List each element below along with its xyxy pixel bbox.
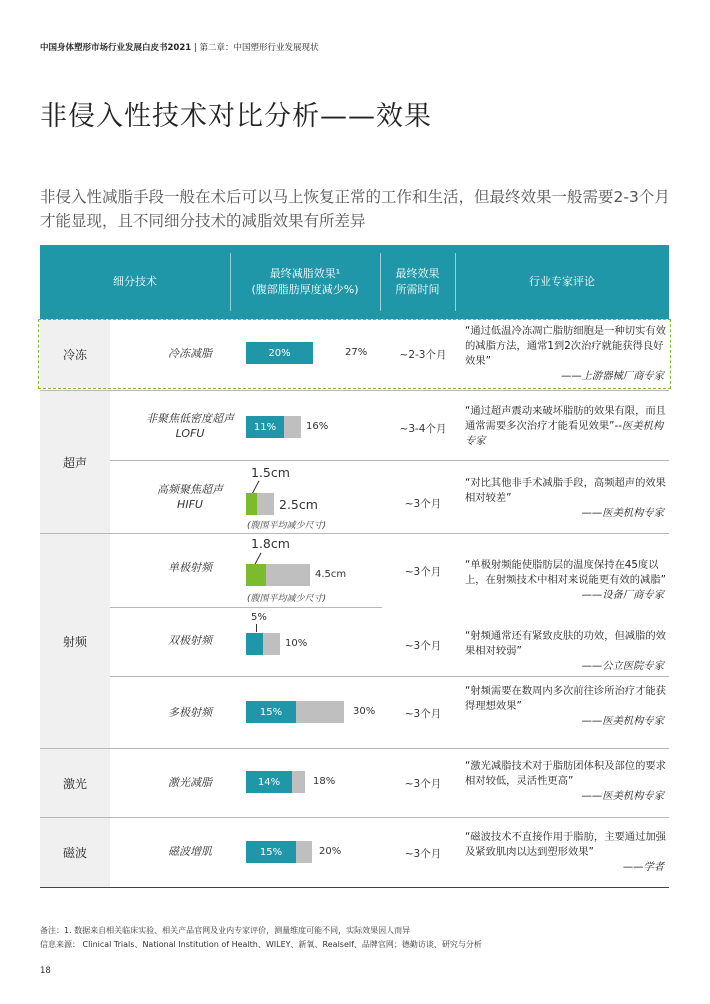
comment-text-cryo: “通过低温冷冻凋亡脂肪细胞是一种切实有效的减脂方法，通常1到2次治疗就能获得良好效果” xyxy=(465,325,666,367)
tech-hifu xyxy=(120,482,260,512)
bar-note-mono: (腹围平均减少尺寸) xyxy=(247,594,327,604)
bar-label-high-hifu: 2.5cm xyxy=(279,497,318,512)
comment-text-hifu: “对比其他非手术减脂手段，高频超声的效果相对较差” xyxy=(465,477,666,504)
category-magnetic: 磁波 xyxy=(40,818,110,887)
tech-multi: 多极射频 xyxy=(168,706,212,719)
tech-cryo: 冷冻减脂 xyxy=(168,347,212,360)
bar-low-mono xyxy=(246,564,266,586)
category-rf: 射频 xyxy=(40,534,110,748)
header-tech: 细分技术 xyxy=(113,275,157,288)
group-cryo xyxy=(40,320,669,388)
bar-label-low-multi: 15% xyxy=(259,706,283,718)
header-time-line2: 所需时间 xyxy=(395,283,440,296)
time-mono: ~3个月 xyxy=(404,566,442,578)
bar-low-cryo xyxy=(246,342,313,364)
time-cryo: ~2-3个月 xyxy=(399,349,447,361)
group-magnetic xyxy=(40,818,669,887)
header-separator: | xyxy=(191,43,200,53)
time-hifu: ~3个月 xyxy=(404,498,442,510)
category-cryo: 冷冻 xyxy=(40,320,110,388)
table-header xyxy=(40,245,669,319)
time-multi: ~3个月 xyxy=(404,708,442,720)
bar-label-high-bi: 10% xyxy=(285,638,308,649)
bar-low-magnetic xyxy=(246,841,296,863)
report-header xyxy=(40,41,318,53)
bar-low-hifu xyxy=(246,493,257,515)
footnote-note: 备注：1. 数据来自相关临床实验、相关产品官网及业内专家评价，测量维度可能不同，实际效果因人而异 xyxy=(40,926,411,935)
page-number: 18 xyxy=(40,966,51,976)
time-lofu: ~3-4个月 xyxy=(399,423,447,435)
bar-low-multi xyxy=(246,701,296,723)
bar-low-bi xyxy=(246,633,263,655)
tech-magnetic: 磁波增肌 xyxy=(168,845,212,858)
bar-label-low-magnetic: 15% xyxy=(259,846,283,858)
tech-lofu-name: 非聚焦低密度超声 xyxy=(146,412,234,425)
bar-low-laser xyxy=(246,771,292,793)
bar-note-hifu: (腹围平均减少尺寸) xyxy=(247,521,327,531)
page-subtitle: 非侵入性减脂手段一般在术后可以马上恢复正常的工作和生活，但最终效果一般需要2-3个月才能显现，且不同细分技术的减脂效果有所差异 xyxy=(40,188,670,230)
comment-laser xyxy=(465,759,670,804)
bar-label-high-multi: 30% xyxy=(353,706,376,717)
comment-source-laser: ——医美机构专家 xyxy=(581,790,664,802)
footnotes xyxy=(40,924,482,952)
comment-lofu xyxy=(465,404,670,449)
bar-label-low-laser: 14% xyxy=(257,776,281,788)
tech-mono: 单极射频 xyxy=(168,561,212,574)
comment-text-magnetic: “磁波技术不直接作用于脂肪，主要通过加强及紧致肌肉以达到塑形效果” xyxy=(465,831,666,858)
comment-source-bi: ——公立医院专家 xyxy=(581,660,664,672)
header-time-line1: 最终效果 xyxy=(395,267,440,280)
time-magnetic: ~3个月 xyxy=(404,848,442,860)
header-comment: 行业专家评论 xyxy=(529,275,595,288)
bar-label-low-hifu: 1.5cm xyxy=(251,465,290,480)
group-laser xyxy=(40,749,669,817)
header-effect xyxy=(230,245,380,319)
category-ultrasound: 超声 xyxy=(40,391,110,533)
tech-hifu-name: 高频聚焦超声 xyxy=(157,483,223,496)
comment-source-lofu: --医美机构专家 xyxy=(465,420,664,447)
header-effect-line2: (腹部脂肪厚度减少%) xyxy=(251,283,359,296)
group-ultrasound xyxy=(40,391,669,533)
footnote-sources: 信息来源： Clinical Trials、National Institution of Health、WILEY、新氧、Realself、品牌官网；德勤访谈、研究与分析 xyxy=(40,940,482,949)
bar-label-low-cryo: 20% xyxy=(268,347,291,359)
bar-label-low-mono: 1.8cm xyxy=(251,536,290,551)
comment-source-hifu: ——医美机构专家 xyxy=(581,507,664,519)
comment-mono xyxy=(465,558,670,603)
comment-source-magnetic: ——学者 xyxy=(622,861,664,873)
bar-label-high-cryo: 27% xyxy=(345,347,368,358)
header-effect-line1: 最终减脂效果¹ xyxy=(269,267,341,280)
comment-hifu xyxy=(465,476,670,521)
group-rf xyxy=(40,534,669,748)
report-title: 中国身体塑形市场行业发展白皮书2021 xyxy=(40,43,192,53)
comment-bi xyxy=(465,629,670,674)
bar-label-low-lofu: 11% xyxy=(253,421,277,433)
chapter-title: 第二章：中国塑形行业发展现状 xyxy=(199,43,319,53)
bar-low-lofu xyxy=(246,416,284,438)
time-laser: ~3个月 xyxy=(404,778,442,790)
bar-label-high-mono: 4.5cm xyxy=(315,569,347,580)
comment-text-lofu: “通过超声震动来破坏脂肪的效果有限，而且通常需要多次治疗才能看见效果” xyxy=(465,405,666,432)
bar-label-high-laser: 18% xyxy=(313,776,336,787)
tech-lofu xyxy=(120,411,260,441)
comment-text-bi: “射频通常还有紧致皮肤的功效，但减脂的效果相对较弱” xyxy=(465,630,666,657)
comment-cryo xyxy=(465,324,670,384)
comment-text-mono: “单极射频能使脂肪层的温度保持在45度以上，在射频技术中相对来说能更有效的减脂” xyxy=(465,559,666,586)
comment-source-cryo: ——上游器械厂商专家 xyxy=(561,370,664,382)
page-title: 非侵入性技术对比分析——效果 xyxy=(40,101,432,132)
header-time xyxy=(380,245,455,319)
comparison-table xyxy=(40,245,669,888)
time-bi: ~3个月 xyxy=(404,640,442,652)
comment-source-multi: ——医美机构专家 xyxy=(581,715,664,727)
bar-label-high-magnetic: 20% xyxy=(319,846,342,857)
tech-laser: 激光减脂 xyxy=(168,776,212,789)
tech-lofu-abbr: LOFU xyxy=(175,427,205,440)
tech-bi: 双极射频 xyxy=(168,634,212,647)
comment-multi xyxy=(465,684,670,729)
bar-label-low-bi: 5% xyxy=(251,612,267,623)
tech-hifu-abbr: HIFU xyxy=(177,498,203,511)
category-laser: 激光 xyxy=(40,749,110,817)
bar-label-high-lofu: 16% xyxy=(306,421,329,432)
comment-text-laser: “激光减脂技术对于脂肪团体积及部位的要求相对较低，灵活性更高” xyxy=(465,760,666,787)
comment-source-mono: ——设备厂商专家 xyxy=(581,589,664,601)
comment-magnetic xyxy=(465,830,670,875)
comment-text-multi: “射频需要在数周内多次前往诊所治疗才能获得理想效果” xyxy=(465,685,666,712)
